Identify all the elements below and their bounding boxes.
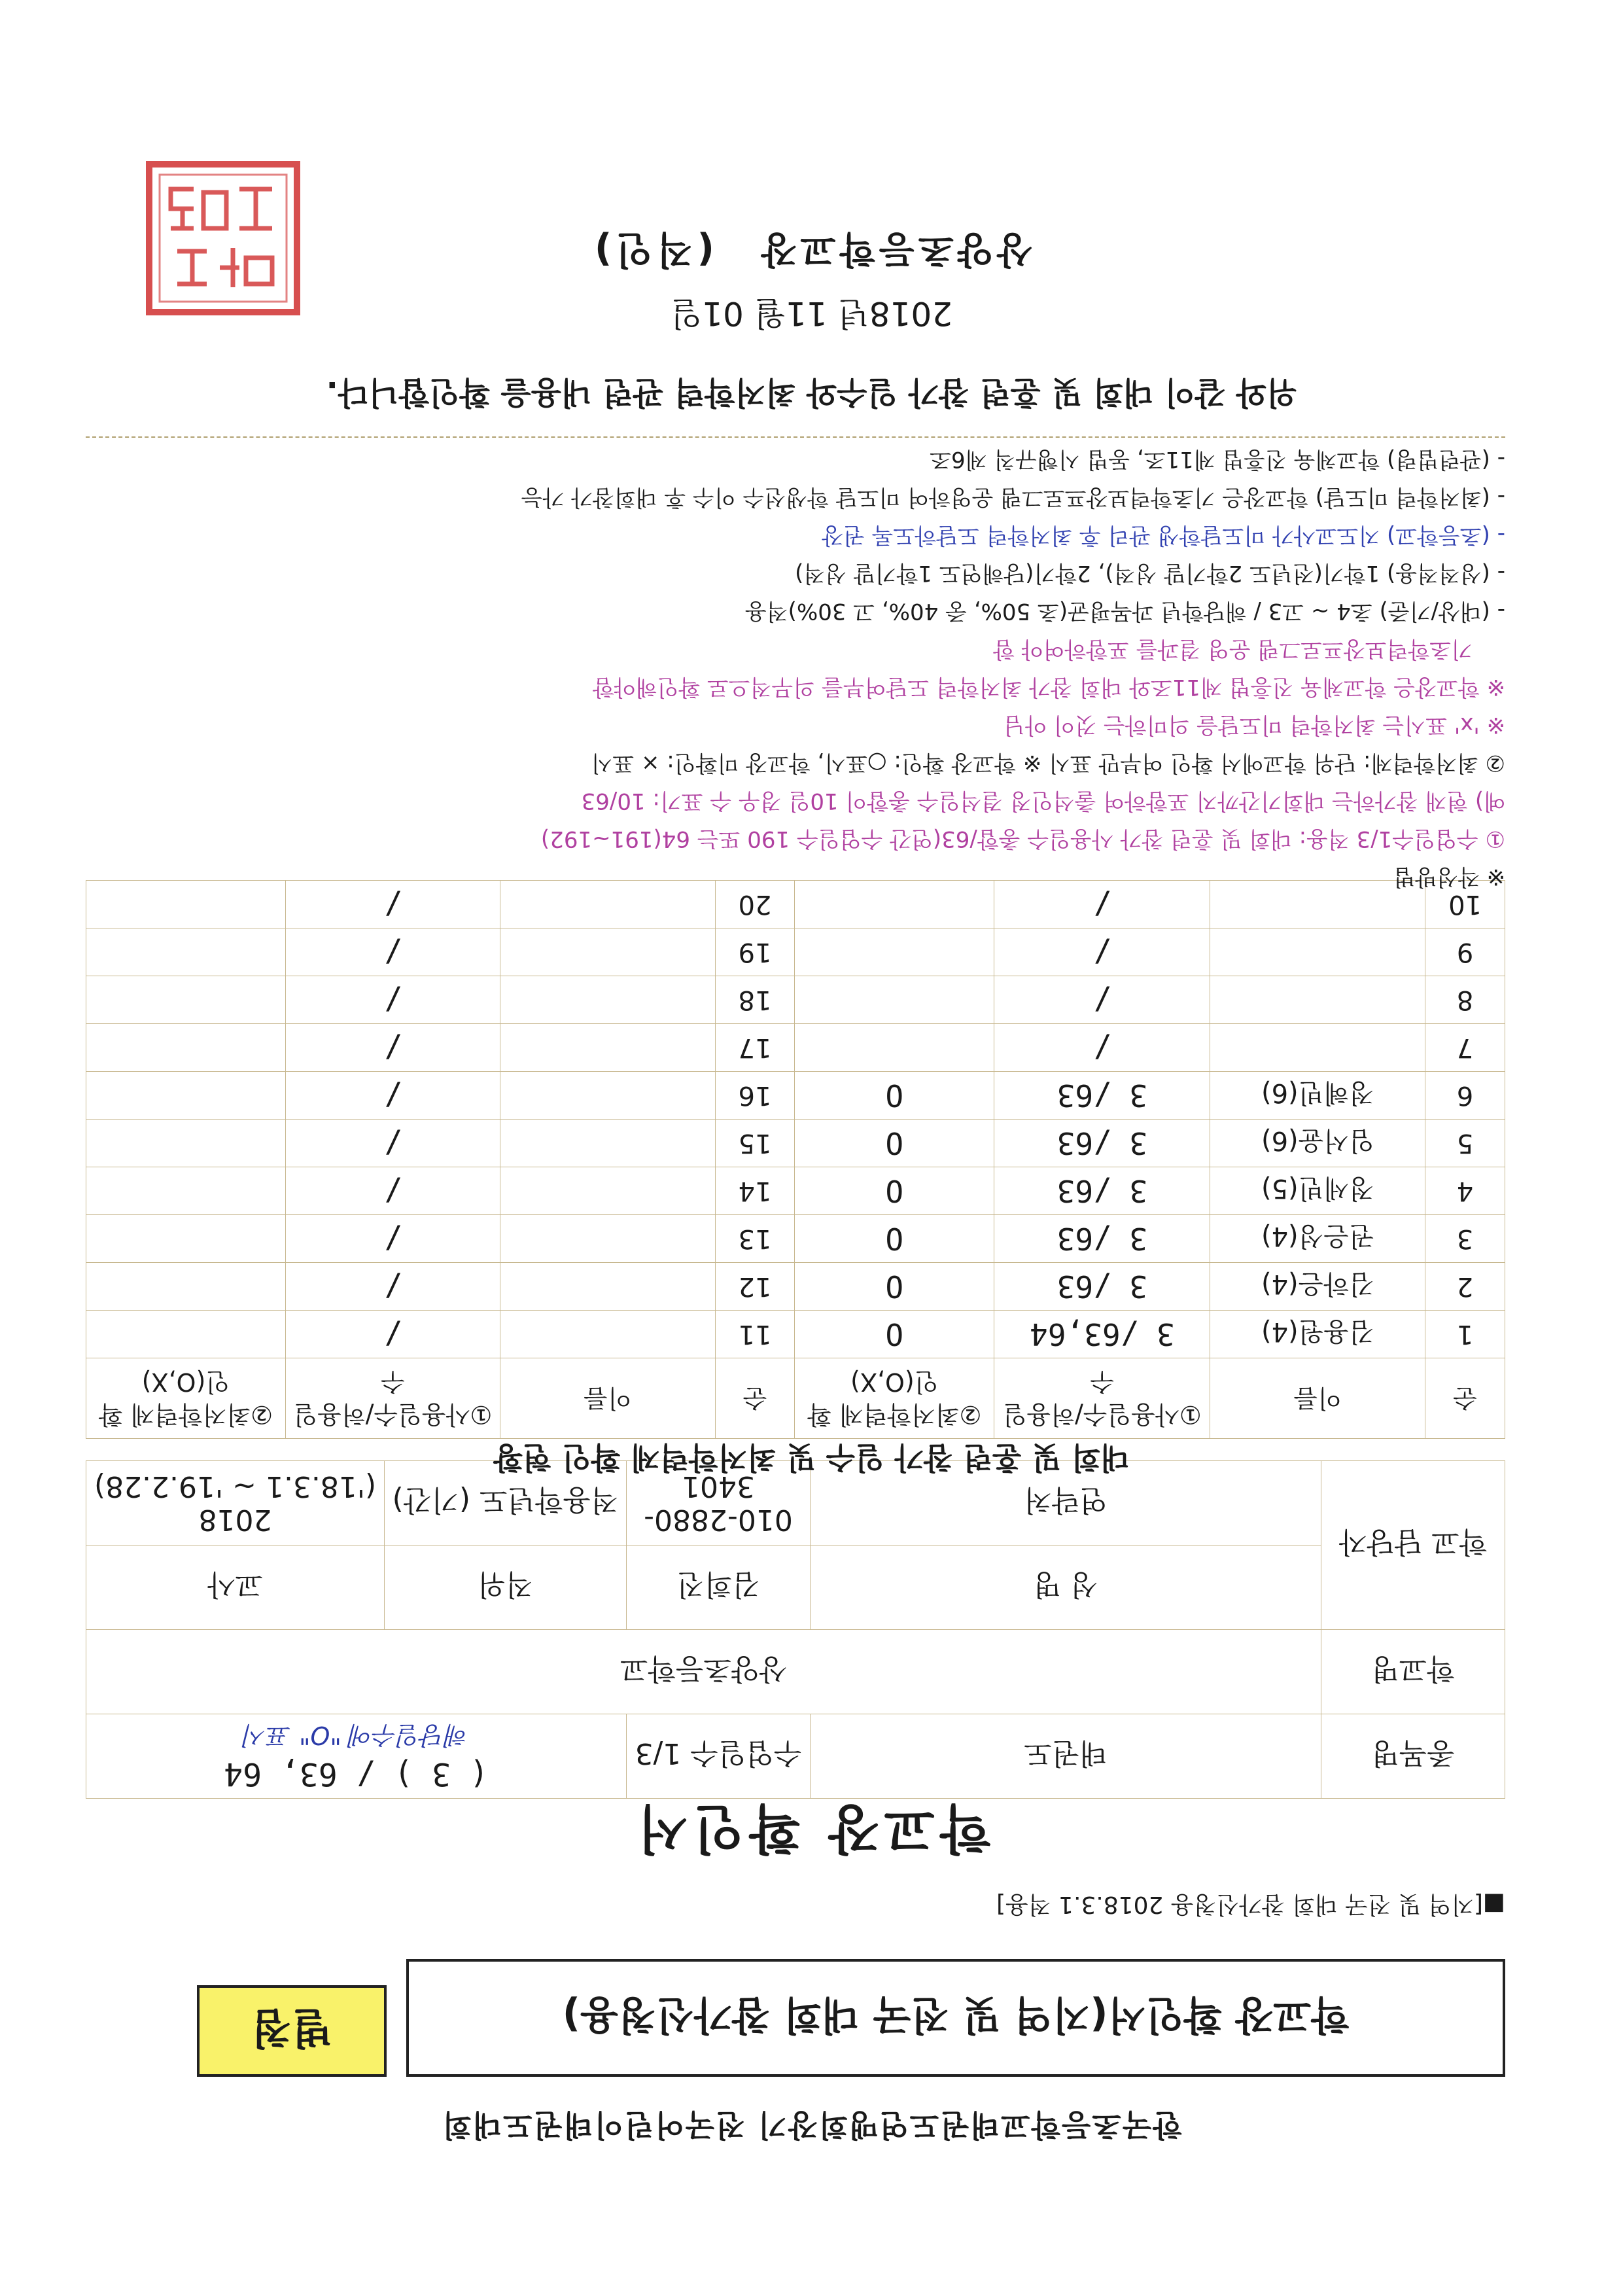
row-check [795, 928, 994, 976]
row-days: / [994, 928, 1210, 976]
closing-statement: 위와 같이 대회 및 훈련 참가 일수와 최저학력 관련 내용을 확인합니다. [326, 374, 1297, 411]
header-name-2: 이름 [500, 1358, 715, 1439]
row-no: 8 [1425, 976, 1505, 1024]
row-name: 정세빈(5) [1210, 1167, 1425, 1215]
table-row [86, 928, 1505, 976]
row-check: O [795, 1072, 994, 1120]
row-no: 14 [715, 1167, 795, 1215]
main-title: 학교장 확인서 [632, 1798, 991, 1859]
contact-label: 연락처 [811, 1461, 1321, 1545]
period-label: 적용학년도 (기간) [385, 1461, 627, 1545]
header-check-2: ②최저학력제 확인(O,X) [86, 1358, 286, 1439]
position-label: 직위 [385, 1545, 627, 1630]
row-no: 17 [715, 1024, 795, 1072]
row-name: 임서윤(6) [1210, 1120, 1425, 1167]
row-no: 3 [1425, 1215, 1505, 1263]
row-name [500, 1167, 715, 1215]
table-row [86, 1215, 1505, 1263]
row-days: 3 /63 [994, 1072, 1210, 1120]
row-name: 정혜빈(6) [1210, 1072, 1425, 1120]
note-line: - (최저학력 미도달) 학교장은 기초학력보장프로그램 운영하여 미도달 학생선수 이수 후 대회참가 가능 [521, 484, 1505, 510]
row-name: 김용원(4) [1210, 1311, 1425, 1358]
row-no: 2 [1425, 1263, 1505, 1311]
note-line: - (대상/기준) 초4 ~ 고3 / 해당학년 과목평균(초 50%, 중 40%, 고 30%)적용 [744, 598, 1505, 624]
row-no: 7 [1425, 1024, 1505, 1072]
row-name [1210, 928, 1425, 976]
row-days: 3 /63 [994, 1167, 1210, 1215]
row-days: / [285, 881, 500, 928]
row-check [795, 1024, 994, 1072]
row-check [86, 1120, 286, 1167]
note-line: 예) 현재 참가하는 대회기간까지 포함하여 출석인정 결석일수 총합이 10일 경우 수 표기: 10/63 [581, 788, 1505, 814]
table-row [86, 1311, 1505, 1358]
position-value: 교사 [86, 1545, 385, 1630]
ratio-label: 수업일수 1/3 [627, 1714, 811, 1799]
header-name: 이름 [1210, 1358, 1425, 1439]
school-label: 학교명 [1321, 1630, 1505, 1714]
participation-table [86, 880, 1505, 1439]
row-days: / [285, 1263, 500, 1311]
table-row [86, 1072, 1505, 1120]
divider [86, 436, 1505, 438]
row-days: / [994, 881, 1210, 928]
header-days: ①사용일수/허용일수 [994, 1358, 1210, 1439]
note-line: ※ 학교장은 학교체육 진흥법 제11조와 대회 참가 최저학력 도달여부를 의무적으로 확인해야함 [592, 674, 1505, 700]
row-no: 9 [1425, 928, 1505, 976]
manager-label: 학교 담당자 [1321, 1461, 1505, 1630]
organization-name: 한국초등학교태권도연맹회장기 전국어린이태권도대회 [441, 2108, 1182, 2143]
row-check [86, 1215, 286, 1263]
row-days: / [994, 976, 1210, 1024]
row-days: 3 /63 [994, 1263, 1210, 1311]
table-row [86, 976, 1505, 1024]
row-check: O [795, 1311, 994, 1358]
row-days: / [285, 1215, 500, 1263]
notes-header: ※ 작성방법 [1393, 864, 1505, 890]
period-value: 2018 [198, 1503, 272, 1536]
row-name: 권은성(4) [1210, 1215, 1425, 1263]
row-check [86, 1024, 286, 1072]
row-name [1210, 1024, 1425, 1072]
header-check: ②최저학력제 확인(O,X) [795, 1358, 994, 1439]
row-check: O [795, 1167, 994, 1215]
header-no: 순 [1425, 1358, 1505, 1439]
form-label: 별첨 [197, 1985, 387, 2077]
note-line: ① 수업일수1/3 적용: 대회 및 훈련 참가 사용일수 총합/63(연간 수업일수 190 또는 64(191~192) [540, 826, 1505, 852]
school-value: 상양초등학교 [86, 1630, 1321, 1714]
ratio-cell [86, 1714, 627, 1799]
row-name [500, 976, 715, 1024]
row-check [86, 928, 286, 976]
contact-value: 010-2880-3401 [627, 1461, 811, 1545]
row-check: O [795, 1215, 994, 1263]
row-name [1210, 976, 1425, 1024]
row-days: / [285, 1120, 500, 1167]
row-days: 3 /63,64 [994, 1311, 1210, 1358]
row-check [86, 976, 286, 1024]
note-line: - (성적적용) 1학기(전년도 2학기말 성적), 2학기(당해연도 1학기말 성적) [795, 560, 1505, 586]
event-label: 종목명 [1321, 1714, 1505, 1799]
row-no: 15 [715, 1120, 795, 1167]
table-row [86, 1024, 1505, 1072]
row-name [500, 1072, 715, 1120]
row-no: 12 [715, 1263, 795, 1311]
row-check [86, 1072, 286, 1120]
header-days-2: ①사용일수/허용일수 [285, 1358, 500, 1439]
row-name [500, 1311, 715, 1358]
row-days: / [994, 1024, 1210, 1072]
table-body [86, 881, 1505, 1358]
row-no: 10 [1425, 881, 1505, 928]
signer-name: 상양초등학교장 [757, 228, 1033, 270]
section-title: 대회 및 훈련 참가 일수 및 최저학력제 확인 현황 [493, 1440, 1130, 1475]
row-days: / [285, 928, 500, 976]
table-row [86, 1120, 1505, 1167]
row-name [500, 1215, 715, 1263]
row-no: 4 [1425, 1167, 1505, 1215]
ratio-value: ( 3 ) / 63, 64 [224, 1756, 489, 1793]
row-no: 5 [1425, 1120, 1505, 1167]
ratio-note: 해당일수에 "O" 표시 [243, 1721, 470, 1750]
row-days: / [285, 1024, 500, 1072]
row-no: 1 [1425, 1311, 1505, 1358]
row-check [795, 976, 994, 1024]
instructions [86, 440, 1505, 896]
note-line: - (관련법령) 학교체육 진흥법 제11조, 동법 시행규칙 제6조 [930, 446, 1505, 472]
note-line: ※ 'x' 표시는 최저학력 미도달을 의미하는 것이 아님 [1003, 712, 1505, 738]
row-days: / [285, 1167, 500, 1215]
row-name: 김하은(4) [1210, 1263, 1425, 1311]
row-days: / [285, 976, 500, 1024]
row-check [86, 1311, 286, 1358]
info-table [86, 1460, 1505, 1799]
applicable-note: ■[지역 및 전국 대회 참가신청용 2018.3.1 적용] [996, 1891, 1505, 1918]
event-value: 태권도 [811, 1714, 1321, 1799]
form-title: 학교장 확인서(지역 및 전국 대회 참가신청용) [406, 1959, 1505, 2077]
row-name [500, 1120, 715, 1167]
name-value: 김희진 [627, 1545, 811, 1630]
signer-mark: (직인) [590, 228, 714, 272]
row-days: / [285, 1311, 500, 1358]
row-no: 19 [715, 928, 795, 976]
row-no: 11 [715, 1311, 795, 1358]
row-no: 18 [715, 976, 795, 1024]
row-check: O [795, 1120, 994, 1167]
row-days: / [285, 1072, 500, 1120]
row-check [86, 1167, 286, 1215]
period-range: ('18.3.1 ~ '19.2.28) [94, 1470, 377, 1503]
note-line: ② 최저학력제: 단위 학교에서 확인 여부만 표시 ※ 학교장 확인: ○표시, 학교장 미확인: × 표시 [591, 750, 1505, 776]
table-row [86, 1167, 1505, 1215]
row-no: 13 [715, 1215, 795, 1263]
row-days: 3 /63 [994, 1120, 1210, 1167]
note-line: 기초학력보장프로그램 운영 결과를 포함하여야 함 [993, 636, 1473, 662]
row-name [500, 928, 715, 976]
note-line: - (초등학교) 지도교사가 미도달학생 관리 후 최저학력 도달하도록 권장 [822, 522, 1505, 548]
official-seal-stamp [141, 156, 305, 320]
row-check: O [795, 1263, 994, 1311]
row-no: 16 [715, 1072, 795, 1120]
issue-date: 2018년 11월 01일 [670, 294, 953, 332]
row-no: 6 [1425, 1072, 1505, 1120]
row-name [500, 1263, 715, 1311]
row-check [86, 1263, 286, 1311]
row-days: 3 /63 [994, 1215, 1210, 1263]
name-label: 성 명 [811, 1545, 1321, 1630]
header-no-2: 순 [715, 1358, 795, 1439]
table-row [86, 1263, 1505, 1311]
row-no: 20 [715, 881, 795, 928]
row-name [500, 1024, 715, 1072]
